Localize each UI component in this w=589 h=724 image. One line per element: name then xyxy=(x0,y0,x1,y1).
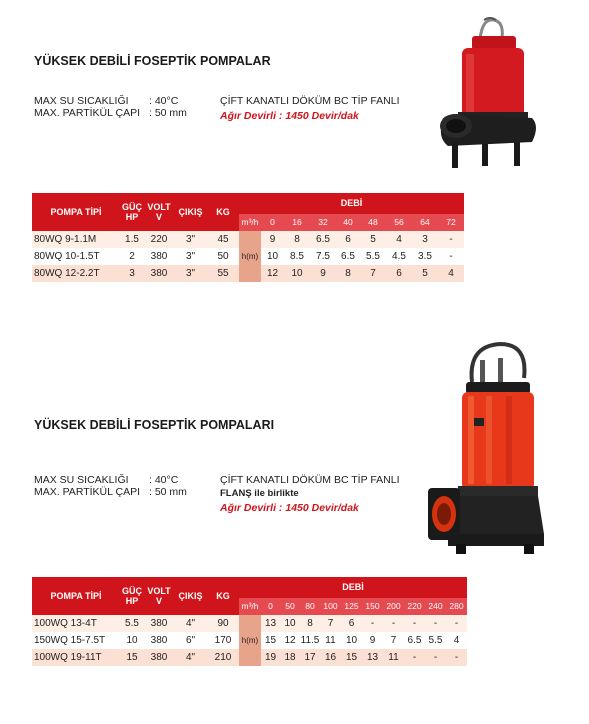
head-value: 8 xyxy=(300,615,320,632)
head-value: 8 xyxy=(284,231,310,248)
pump-table-1 xyxy=(32,193,464,282)
header-debi: DEBİ xyxy=(239,577,467,598)
head-value: 11.5 xyxy=(300,632,320,649)
head-value: 5.5 xyxy=(425,632,446,649)
head-value: 6 xyxy=(341,615,362,632)
flow-value: 220 xyxy=(404,598,425,615)
pump-outlet: 3" xyxy=(174,248,207,265)
head-value: 18 xyxy=(280,649,300,666)
head-value: 9 xyxy=(362,632,383,649)
pump-image-2 xyxy=(420,338,558,558)
speed-note: Ağır Devirli : 1450 Devir/dak xyxy=(220,110,359,122)
pump-name: 100WQ 13-4T xyxy=(32,615,120,632)
flow-value: 40 xyxy=(336,214,360,231)
head-value: 4 xyxy=(386,231,412,248)
head-value: 3 xyxy=(412,231,438,248)
head-value: 7 xyxy=(383,632,404,649)
pump-kg: 90 xyxy=(207,615,239,632)
pump-name: 80WQ 12-2.2T xyxy=(32,265,120,282)
header-volt: VOLT V xyxy=(144,193,174,231)
flow-value: 0 xyxy=(261,598,280,615)
pump-outlet: 6" xyxy=(174,632,207,649)
pump-name: 100WQ 19-11T xyxy=(32,649,120,666)
head-value: 9 xyxy=(310,265,336,282)
head-value: 13 xyxy=(261,615,280,632)
head-value: 15 xyxy=(341,649,362,666)
flow-value: 100 xyxy=(320,598,341,615)
head-value: 11 xyxy=(320,632,341,649)
spec-label: MAX SU SICAKLIĞI xyxy=(34,474,129,486)
head-value: - xyxy=(404,615,425,632)
pump-kg: 210 xyxy=(207,649,239,666)
flow-value: 0 xyxy=(261,214,284,231)
head-value: 16 xyxy=(320,649,341,666)
unit-flow: m³/h xyxy=(239,598,261,615)
speed-note: Ağır Devirli : 1450 Devir/dak xyxy=(220,502,359,514)
head-value: 19 xyxy=(261,649,280,666)
pump-kg: 55 xyxy=(207,265,239,282)
flow-value: 240 xyxy=(425,598,446,615)
unit-head: h(m) xyxy=(239,615,261,666)
unit-flow: m³/h xyxy=(239,214,261,231)
pump-name: 150WQ 15-7.5T xyxy=(32,632,120,649)
head-value: - xyxy=(446,649,467,666)
head-value: 3.5 xyxy=(412,248,438,265)
pump-kg: 50 xyxy=(207,248,239,265)
table-row xyxy=(32,615,467,632)
flow-value: 200 xyxy=(383,598,404,615)
flow-value: 150 xyxy=(362,598,383,615)
head-value: 5.5 xyxy=(360,248,386,265)
table-row xyxy=(32,231,464,248)
spec-value: : 40°C xyxy=(149,95,179,107)
head-value: 15 xyxy=(261,632,280,649)
section2-description xyxy=(220,474,400,515)
pump-outlet: 4" xyxy=(174,615,207,632)
head-value: 8 xyxy=(336,265,360,282)
head-value: 12 xyxy=(280,632,300,649)
head-value: 10 xyxy=(280,615,300,632)
pump-hp: 3 xyxy=(120,265,144,282)
head-value: 4 xyxy=(446,632,467,649)
head-value: 6.5 xyxy=(404,632,425,649)
pump-image-1 xyxy=(432,14,542,176)
pump-kg: 45 xyxy=(207,231,239,248)
section2-title: YÜKSEK DEBİLİ FOSEPTİK POMPALARI xyxy=(34,418,275,432)
section1-title: YÜKSEK DEBİLİ FOSEPTİK POMPALAR xyxy=(34,54,271,68)
spec-label: MAX. PARTİKÜL ÇAPI xyxy=(34,107,140,119)
head-value: 9 xyxy=(261,231,284,248)
pump-hp: 15 xyxy=(120,649,144,666)
pump-volt: 380 xyxy=(144,265,174,282)
spec-value: : 50 mm xyxy=(149,107,187,119)
header-cikis: ÇIKIŞ xyxy=(174,193,207,231)
section1-specs xyxy=(34,95,187,119)
fan-description: ÇİFT KANATLI DÖKÜM BC TİP FANLI xyxy=(220,95,400,107)
fan-description: ÇİFT KANATLI DÖKÜM BC TİP FANLI xyxy=(220,474,400,486)
head-value: 11 xyxy=(383,649,404,666)
head-value: 7 xyxy=(360,265,386,282)
spec-value: : 40°C xyxy=(149,474,179,486)
header-kg: KG xyxy=(207,193,239,231)
head-value: - xyxy=(404,649,425,666)
pump-name: 80WQ 10-1.5T xyxy=(32,248,120,265)
head-value: 6 xyxy=(336,231,360,248)
flow-value: 80 xyxy=(300,598,320,615)
head-value: 10 xyxy=(284,265,310,282)
pump-outlet: 3" xyxy=(174,265,207,282)
head-value: 6.5 xyxy=(336,248,360,265)
head-value: - xyxy=(446,615,467,632)
flow-value: 48 xyxy=(360,214,386,231)
flow-value: 72 xyxy=(438,214,464,231)
header-guc: GÜÇ HP xyxy=(120,577,144,615)
head-value: - xyxy=(438,231,464,248)
pump-outlet: 3" xyxy=(174,231,207,248)
pump-table-2 xyxy=(32,577,467,666)
pump-hp: 2 xyxy=(120,248,144,265)
head-value: 6 xyxy=(386,265,412,282)
header-debi: DEBİ xyxy=(239,193,464,214)
flow-value: 50 xyxy=(280,598,300,615)
head-value: 7.5 xyxy=(310,248,336,265)
header-cikis: ÇIKIŞ xyxy=(174,577,207,615)
flange-note: FLANŞ ile birlikte xyxy=(220,488,299,499)
pump-volt: 380 xyxy=(144,615,174,632)
pump-volt: 380 xyxy=(144,632,174,649)
flow-value: 56 xyxy=(386,214,412,231)
flow-value: 16 xyxy=(284,214,310,231)
head-value: - xyxy=(362,615,383,632)
head-value: - xyxy=(438,248,464,265)
spec-label: MAX. PARTİKÜL ÇAPI xyxy=(34,486,140,498)
flow-value: 32 xyxy=(310,214,336,231)
header-volt: VOLT V xyxy=(144,577,174,615)
pump-kg: 170 xyxy=(207,632,239,649)
spec-label: MAX SU SICAKLIĞI xyxy=(34,95,129,107)
flow-value: 280 xyxy=(446,598,467,615)
pump-volt: 380 xyxy=(144,649,174,666)
head-value: 6.5 xyxy=(310,231,336,248)
pump-hp: 1.5 xyxy=(120,231,144,248)
pump-outlet: 4" xyxy=(174,649,207,666)
spec-value: : 50 mm xyxy=(149,486,187,498)
head-value: 8.5 xyxy=(284,248,310,265)
head-value: 10 xyxy=(341,632,362,649)
header-pompa: POMPA TİPİ xyxy=(32,193,120,231)
head-value: 4 xyxy=(438,265,464,282)
unit-head: h(m) xyxy=(239,231,261,282)
header-kg: KG xyxy=(207,577,239,615)
head-value: 13 xyxy=(362,649,383,666)
header-pompa: POMPA TİPİ xyxy=(32,577,120,615)
head-value: 5 xyxy=(360,231,386,248)
pump-name: 80WQ 9-1.1M xyxy=(32,231,120,248)
head-value: - xyxy=(383,615,404,632)
head-value: 7 xyxy=(320,615,341,632)
pump-volt: 220 xyxy=(144,231,174,248)
head-value: - xyxy=(425,615,446,632)
flow-value: 64 xyxy=(412,214,438,231)
pump-hp: 5.5 xyxy=(120,615,144,632)
header-guc: GÜÇ HP xyxy=(120,193,144,231)
flow-value: 125 xyxy=(341,598,362,615)
head-value: 10 xyxy=(261,248,284,265)
head-value: - xyxy=(425,649,446,666)
pump-hp: 10 xyxy=(120,632,144,649)
pump-volt: 380 xyxy=(144,248,174,265)
section2-specs xyxy=(34,474,187,498)
head-value: 4.5 xyxy=(386,248,412,265)
head-value: 12 xyxy=(261,265,284,282)
head-value: 17 xyxy=(300,649,320,666)
head-value: 5 xyxy=(412,265,438,282)
section1-description xyxy=(220,95,400,123)
